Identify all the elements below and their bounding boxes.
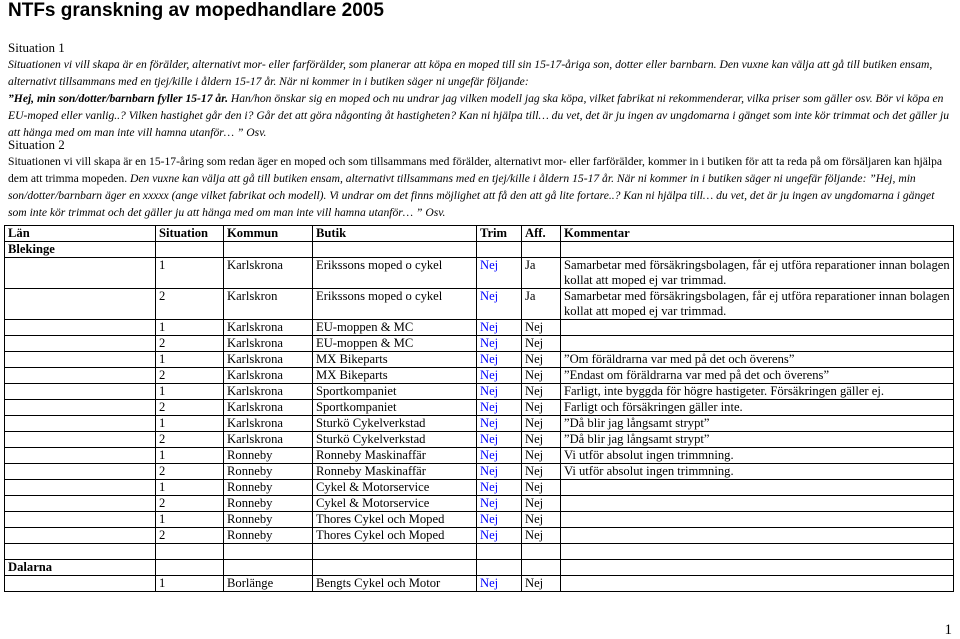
cell-kommentar: Vi utför absolut ingen trimmning. [561, 464, 954, 480]
cell-lan [5, 448, 156, 464]
cell-lan [5, 528, 156, 544]
cell-aff: Nej [522, 528, 561, 544]
cell-butik: Sturkö Cykelverkstad [313, 432, 477, 448]
cell-situation: 1 [156, 576, 224, 592]
cell-kommun: Ronneby [224, 496, 313, 512]
cell-kommun: Karlskrona [224, 416, 313, 432]
cell-kommun: Ronneby [224, 528, 313, 544]
cell-kommun: Ronneby [224, 480, 313, 496]
cell-aff: Nej [522, 448, 561, 464]
cell-trim: Nej [477, 448, 522, 464]
cell-butik: Thores Cykel och Moped [313, 512, 477, 528]
cell-butik: MX Bikeparts [313, 352, 477, 368]
cell-kommentar: ”Endast om föräldrarna var med på det och överens” [561, 368, 954, 384]
cell-trim [477, 544, 522, 560]
table-row [5, 400, 954, 416]
cell-situation: 1 [156, 416, 224, 432]
cell-kommentar [561, 512, 954, 528]
cell-trim: Nej [477, 480, 522, 496]
situation-2-intro: Situationen vi vill skapa är en 15-17-åring som redan äger en moped och som tillsammans med förälder, alternativt mor- eller farförälder, kommer in i butiken för att ta reda på om försäljaren kan hjälpa dem att trimma mopeden. [8, 155, 943, 185]
cell-situation: 2 [156, 368, 224, 384]
cell-aff: Nej [522, 432, 561, 448]
cell-aff: Nej [522, 368, 561, 384]
table-header-row [5, 226, 954, 242]
table-row [5, 384, 954, 400]
results-table [4, 225, 954, 592]
cell-butik: Ronneby Maskinaffär [313, 448, 477, 464]
header-lan: Län [5, 226, 156, 242]
cell-lan [5, 258, 156, 289]
situation-1-quote: ”Hej, min son/dotter/barnbarn fyller 15-17 år. [8, 92, 228, 105]
table-row [5, 368, 954, 384]
cell-butik: Ronneby Maskinaffär [313, 464, 477, 480]
cell-situation [156, 544, 224, 560]
table-row [5, 496, 954, 512]
cell-trim: Nej [477, 496, 522, 512]
region-label: Blekinge [5, 242, 156, 258]
cell-aff: Nej [522, 576, 561, 592]
cell-trim: Nej [477, 512, 522, 528]
table-row [5, 448, 954, 464]
cell-aff: Nej [522, 320, 561, 336]
situation-2-continuation: Den vuxne kan välja att gå till butiken ensam, alternativt tillsammans med en tjej/kille i åldern 15-17 år. När ni kommer in i butiken säger ni ungefär följande: ”Hej, min son/dotter/barnbarn äger en xxxxx (ange vilket fabrikat och modell). Vi undrar om det finns möjlighet att få den att gå lite fortare..? Kan ni hjälpa till… du vet, det är ju ingen av ungdomarna i gänget som inte kör trimmat och det gäller ju att hänga med om man inte vill hamna utanför… ” Osv. [8, 172, 935, 219]
table-row [5, 352, 954, 368]
cell-aff: Nej [522, 352, 561, 368]
cell-aff [522, 544, 561, 560]
cell-situation: 2 [156, 496, 224, 512]
cell-situation: 1 [156, 352, 224, 368]
cell-trim: Nej [477, 432, 522, 448]
cell-butik: Erikssons moped o cykel [313, 258, 477, 289]
cell-situation: 1 [156, 512, 224, 528]
cell-kommentar: Farligt, inte byggda för högre hastigeter. Försäkringen gäller ej. [561, 384, 954, 400]
cell-lan [5, 336, 156, 352]
cell-situation: 1 [156, 480, 224, 496]
results-table-body [5, 226, 954, 592]
cell-trim: Nej [477, 400, 522, 416]
situation-1-text [8, 56, 953, 141]
cell-lan [5, 576, 156, 592]
header-kommun: Kommun [224, 226, 313, 242]
cell-trim: Nej [477, 416, 522, 432]
cell-butik: Sturkö Cykelverkstad [313, 416, 477, 432]
cell-lan [5, 352, 156, 368]
cell-lan [5, 464, 156, 480]
cell-aff: Nej [522, 512, 561, 528]
cell-trim: Nej [477, 464, 522, 480]
cell-trim: Nej [477, 528, 522, 544]
cell-kommentar: Samarbetar med försäkringsbolagen, får ej utföra reparationer innan bolagen kollat att moped ej var trimmad. [561, 289, 954, 320]
cell-situation: 2 [156, 528, 224, 544]
cell-kommentar: Vi utför absolut ingen trimmning. [561, 448, 954, 464]
table-row [5, 464, 954, 480]
cell-trim: Nej [477, 352, 522, 368]
region-row-dalarna [5, 560, 954, 576]
cell-kommun [224, 544, 313, 560]
table-row [5, 432, 954, 448]
cell-lan [5, 368, 156, 384]
table-row [5, 416, 954, 432]
cell-kommentar [561, 336, 954, 352]
cell-kommun: Ronneby [224, 512, 313, 528]
cell-butik [313, 544, 477, 560]
page-number: 1 [944, 622, 952, 638]
cell-kommentar [561, 480, 954, 496]
situation-2-heading: Situation 2 [8, 137, 65, 152]
cell-kommun: Ronneby [224, 464, 313, 480]
cell-kommentar: ”Om föräldrarna var med på det och överens” [561, 352, 954, 368]
table-row [5, 258, 954, 289]
cell-butik: EU-moppen & MC [313, 320, 477, 336]
cell-situation: 2 [156, 336, 224, 352]
situation-1-heading: Situation 1 [8, 40, 65, 55]
region-row-blekinge [5, 242, 954, 258]
cell-lan [5, 384, 156, 400]
cell-kommentar: Farligt och försäkringen gäller inte. [561, 400, 954, 416]
cell-lan [5, 289, 156, 320]
document-title: NTFs granskning av mopedhandlare 2005 [8, 0, 384, 21]
cell-aff: Nej [522, 464, 561, 480]
cell-trim: Nej [477, 258, 522, 289]
region-label: Dalarna [5, 560, 156, 576]
cell-kommentar [561, 320, 954, 336]
cell-kommentar: Samarbetar med försäkringsbolagen, får ej utföra reparationer innan bolagen kollat att moped ej var trimmad. [561, 258, 954, 289]
table-row [5, 528, 954, 544]
header-aff: Aff. [522, 226, 561, 242]
cell-kommun: Karlskrona [224, 368, 313, 384]
situation-2-text [8, 153, 953, 221]
cell-butik: Bengts Cykel och Motor [313, 576, 477, 592]
cell-lan [5, 416, 156, 432]
cell-lan [5, 480, 156, 496]
cell-aff: Nej [522, 384, 561, 400]
cell-kommun: Karlskrona [224, 258, 313, 289]
cell-aff: Nej [522, 480, 561, 496]
header-trim: Trim [477, 226, 522, 242]
cell-kommun: Karlskrona [224, 384, 313, 400]
cell-lan [5, 544, 156, 560]
header-situation: Situation [156, 226, 224, 242]
situation-1-continuation: Han/hon önskar sig en moped och nu undrar jag vilken modell jag ska köpa, vilket fabrikat ni rekommenderar, vilka priser som gäller osv. Bör vi köpa en EU-moped eller vanlig..? Vilken hastighet går den i? Går det att göra någonting åt hastigheten? Kan ni hjälpa till… du vet, det är ju ingen av ungdomarna i gänget som inte kör trimmat och det gäller ju att hänga med om man inte vill hamna utanför… ” Osv. [8, 92, 950, 139]
cell-lan [5, 400, 156, 416]
header-butik: Butik [313, 226, 477, 242]
cell-trim: Nej [477, 368, 522, 384]
cell-aff: Ja [522, 258, 561, 289]
cell-butik: Erikssons moped o cykel [313, 289, 477, 320]
cell-butik: Cykel & Motorservice [313, 480, 477, 496]
cell-kommun: Borlänge [224, 576, 313, 592]
cell-trim: Nej [477, 384, 522, 400]
table-row [5, 480, 954, 496]
cell-trim: Nej [477, 320, 522, 336]
cell-kommun: Karlskron [224, 289, 313, 320]
cell-butik: EU-moppen & MC [313, 336, 477, 352]
cell-kommentar [561, 544, 954, 560]
cell-trim: Nej [477, 336, 522, 352]
cell-aff: Ja [522, 289, 561, 320]
cell-kommun: Karlskrona [224, 336, 313, 352]
cell-trim: Nej [477, 289, 522, 320]
table-row [5, 576, 954, 592]
cell-kommentar: ”Då blir jag långsamt strypt” [561, 432, 954, 448]
table-row [5, 320, 954, 336]
cell-situation: 1 [156, 384, 224, 400]
cell-aff: Nej [522, 336, 561, 352]
cell-situation: 2 [156, 289, 224, 320]
cell-kommentar [561, 576, 954, 592]
cell-kommun: Karlskrona [224, 432, 313, 448]
cell-situation: 2 [156, 432, 224, 448]
table-row [5, 289, 954, 320]
cell-lan [5, 512, 156, 528]
cell-lan [5, 320, 156, 336]
cell-lan [5, 432, 156, 448]
cell-kommentar [561, 528, 954, 544]
cell-situation: 1 [156, 258, 224, 289]
cell-kommun: Karlskrona [224, 320, 313, 336]
cell-butik: Thores Cykel och Moped [313, 528, 477, 544]
cell-trim: Nej [477, 576, 522, 592]
cell-kommun: Ronneby [224, 448, 313, 464]
cell-butik: Cykel & Motorservice [313, 496, 477, 512]
table-row [5, 512, 954, 528]
cell-butik: Sportkompaniet [313, 384, 477, 400]
cell-kommun: Karlskrona [224, 400, 313, 416]
cell-situation: 2 [156, 400, 224, 416]
cell-situation: 2 [156, 464, 224, 480]
table-row [5, 544, 954, 560]
cell-aff: Nej [522, 400, 561, 416]
cell-aff: Nej [522, 496, 561, 512]
header-kommentar: Kommentar [561, 226, 954, 242]
cell-kommun: Karlskrona [224, 352, 313, 368]
table-row [5, 336, 954, 352]
cell-lan [5, 496, 156, 512]
cell-situation: 1 [156, 448, 224, 464]
cell-kommentar [561, 496, 954, 512]
cell-situation: 1 [156, 320, 224, 336]
situation-1-intro: Situationen vi vill skapa är en förälder, alternativt mor- eller farförälder, som planerar att köpa en moped till sin 15-17-åriga son, dotter eller barnbarn. Den vuxne kan välja att gå till butiken ensam, alternativt tillsammans med en tjej/kille i åldern 15-17 år. När ni kommer in i butiken säger ni ungefär följande: [8, 58, 933, 88]
cell-aff: Nej [522, 416, 561, 432]
cell-butik: MX Bikeparts [313, 368, 477, 384]
cell-kommentar: ”Då blir jag långsamt strypt” [561, 416, 954, 432]
cell-butik: Sportkompaniet [313, 400, 477, 416]
